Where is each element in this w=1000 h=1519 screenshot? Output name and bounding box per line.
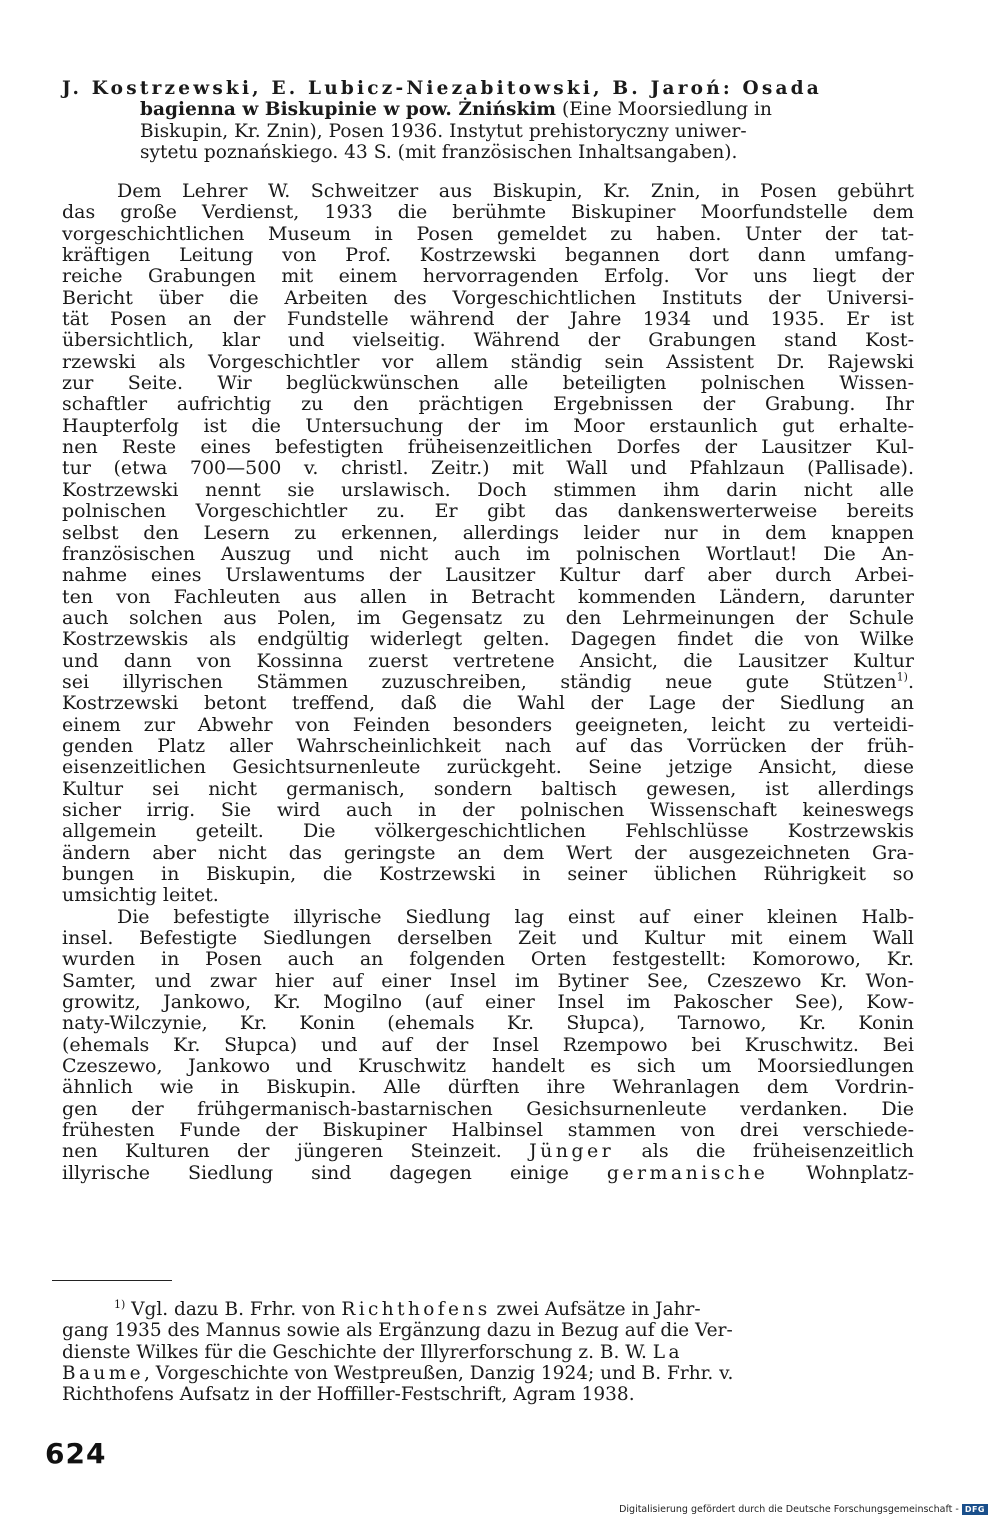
text-line: genden Platz aller Wahrscheinlichkeit nach auf das Vorrücken der früh- [62, 734, 914, 757]
review-header [62, 78, 920, 163]
footnote-reference: 1) [896, 670, 908, 684]
spaced-word: Jünger [529, 1140, 615, 1163]
text-line: nahme eines Urslawentums der Lausitzer Kultur darf aber durch Arbei- [62, 564, 914, 587]
text-line: Haupterfolg ist die Untersuchung der im Moor erstaunlich gut erhalte- [62, 414, 914, 437]
footnote-spaced-name: Baume [62, 1362, 145, 1384]
text-line: Kostrzewski nennt sie urslawisch. Doch stimmen ihm darin nicht alle [62, 478, 914, 501]
text-line: umsichtig leitet. [62, 884, 219, 907]
text-line: Kostrzewskis als endgültig widerlegt gelten. Dagegen findet die von Wilke [62, 628, 914, 651]
footnote-line-5: Richthofens Aufsatz in der Hoffiller-Festschrift, Agram 1938. [62, 1384, 635, 1406]
text-line: Kostrzewski betont treffend, daß die Wahl der Lage der Siedlung an [62, 692, 914, 715]
footnote-marker: 1) [114, 1297, 126, 1311]
text-line [62, 672, 914, 693]
text-line: vorgeschichtlichen Museum in Posen gemeldet zu haben. Unter der tat- [62, 222, 914, 245]
text-line: ändern aber nicht das geringste an dem Wert der ausgezeichneten Gra- [62, 841, 914, 864]
text-line: ten von Fachleuten aus allen in Betracht kommenden Ländern, darunter [62, 585, 914, 608]
text-line: das große Verdienst, 1933 die berühmte Biskupiner Moorfundstelle dem [62, 201, 914, 224]
text-line [62, 1163, 914, 1184]
text-line: sicher irrig. Sie wird auch in der polnischen Wissenschaft keineswegs [62, 798, 914, 821]
paragraph-1 [62, 181, 914, 907]
text-line: auch solchen aus Polen, im Gegensatz zu den Lehrmeinungen der Schule [62, 606, 914, 629]
text-line: wurden in Posen auch an folgenden Orten festgestellt: Komorowo, Kr. [62, 948, 914, 971]
text-line: gen der frühgermanisch-bastarnischen Gesichsurnenleute verdanken. Die [62, 1097, 914, 1120]
footnote-text: , Vorgeschichte von Westpreußen, Danzig 1924; und B. Frhr. v. [144, 1362, 734, 1384]
spaced-word: germanische [606, 1161, 769, 1184]
text-line: Samter, und zwar hier auf einer Insel im Bytiner See, Czeszewo Kr. Won- [62, 969, 914, 992]
header-author-1: J. Kostrzewski, [62, 78, 262, 99]
footnote-line-1 [62, 1299, 914, 1320]
text-line: rzewski als Vorgeschichtler vor allem ständig sein Assistent Dr. Rajewski [62, 350, 914, 373]
credit-text: Digitalisierung gefördert durch die Deutsche Forschungsgemeinschaft - [619, 1504, 959, 1515]
line-text: nen Kulturen der jüngeren Steinzeit. [62, 1140, 530, 1163]
text-line: Dem Lehrer W. Schweitzer aus Biskupin, Kr. Znin, in Posen gebührt [117, 180, 914, 202]
header-line-2 [62, 99, 920, 120]
text-line: Czeszewo, Jankowo und Kruschwitz handelt es sich um Moorsiedlungen [62, 1055, 914, 1078]
footnote [62, 1299, 914, 1405]
text-line: tur (etwa 700—500 v. christl. Zeitr.) mit Wall und Pfahlzaun (Pallisade). [62, 457, 914, 480]
footnote-spaced-name: Richthofens [341, 1299, 491, 1320]
footnote-line-2: gang 1935 des Mannus sowie als Ergänzung dazu in Bezug auf die Ver- [62, 1320, 733, 1342]
text-line [62, 1141, 914, 1162]
footnote-spaced-name: La [652, 1341, 683, 1363]
dfg-logo-icon: DFG [962, 1504, 988, 1515]
text-line: selbst den Lesern zu erkennen, allerdings leider nur in dem knappen [62, 521, 914, 544]
text-line: Die befestigte illyrische Siedlung lag einst auf einer kleinen Halb- [117, 905, 914, 928]
footnote-text: dienste Wilkes für die Geschichte der Illyrerforschung z. B. W. [62, 1341, 653, 1363]
footnote-text: Vgl. dazu B. Frhr. von [125, 1299, 342, 1320]
text-line: nen Reste eines befestigten früheisenzeitlichen Dorfes der Lausitzer Kul- [62, 436, 914, 459]
text-line: eisenzeitlichen Gesichtsurnenleute zurückgeht. Seine jetzige Ansicht, diese [62, 756, 914, 779]
header-author-2: E. Lubicz-Niezabitowski, [261, 78, 613, 99]
line-text: . [907, 670, 914, 693]
line-text: Wohnplatz- [768, 1161, 914, 1184]
line-text: sei illyrischen Stämmen zuzuschreiben, ständig neue gute Stützen [62, 670, 897, 693]
text-line: growitz, Jankowo, Kr. Mogilno (auf einer Insel im Pakoscher See), Kow- [62, 991, 914, 1014]
text-line: insel. Befestigte Siedlungen derselben Zeit und Kultur mit einem Wall [62, 927, 914, 950]
header-translation: (Eine Moorsiedlung in [556, 99, 772, 121]
header-book-title: bagienna w Biskupinie w pow. Żnińskim [140, 99, 557, 121]
line-text: illyrische Siedlung sind dagegen einige [62, 1161, 607, 1184]
header-author-3: B. Jaroń: Osada [612, 78, 822, 99]
page-number: 624 [45, 1437, 107, 1470]
text-line: polnischen Vorgeschichtler zu. Er gibt das dankenswerterweise bereits [62, 500, 914, 523]
text-line: (ehemals Kr. Słupca) und auf der Insel Rzempowo bei Kruschwitz. Bei [62, 1033, 914, 1056]
text-line: tät Posen an der Fundstelle während der Jahre 1934 und 1935. Er ist [62, 308, 914, 331]
text-line: naty-Wilczynie, Kr. Konin (ehemals Kr. Słupca), Tarnowo, Kr. Konin [62, 1012, 914, 1035]
text-line: ähnlich wie in Biskupin. Alle dürften ihre Wehranlagen dem Vordrin- [62, 1076, 914, 1099]
text-line: einem zur Abwehr von Feinden besonders geeigneten, leicht zu verteidi- [62, 713, 914, 736]
line-text: als die früheisenzeitlich [614, 1140, 914, 1163]
footnote-line-4 [62, 1363, 914, 1384]
text-line: kräftigen Leitung von Prof. Kostrzewski begannen dort dann umfang- [62, 244, 914, 267]
header-line-4: sytetu poznańskiego. 43 S. (mit französischen Inhaltsangaben). [140, 141, 738, 163]
text-line: zur Seite. Wir beglückwünschen alle beteiligten polnischen Wissen- [62, 372, 914, 395]
text-line: übersichtlich, klar und vielseitig. Während der Grabungen stand Kost- [62, 329, 914, 352]
text-line: und dann von Kossinna zuerst vertretene Ansicht, die Lausitzer Kultur [62, 649, 914, 672]
footnote-line-3 [62, 1342, 914, 1363]
header-line-3: Biskupin, Kr. Znin), Posen 1936. Instytut prehistoryczny uniwer- [140, 120, 747, 142]
text-line: Kultur sei nicht germanisch, sondern baltisch gewesen, ist allerdings [62, 777, 914, 800]
paragraph-2 [62, 907, 914, 1184]
digitization-credit [619, 1504, 988, 1515]
header-line-1 [62, 78, 920, 99]
text-line: allgemein geteilt. Die völkergeschichtlichen Fehlschlüsse Kostrzewskis [62, 820, 914, 843]
text-line: frühesten Funde der Biskupiner Halbinsel stammen von drei verschiede- [62, 1119, 914, 1142]
text-line: schaftler aufrichtig zu den prächtigen Ergebnissen der Grabung. Ihr [62, 393, 914, 416]
text-line: Bericht über die Arbeiten des Vorgeschichtlichen Instituts der Universi- [62, 286, 914, 309]
footnote-divider [52, 1280, 172, 1281]
review-body [62, 181, 914, 1184]
text-line: reiche Grabungen mit einem hervorragenden Erfolg. Vor uns liegt der [62, 265, 914, 288]
footnote-text: zwei Aufsätze in Jahr- [490, 1299, 701, 1320]
text-line: bungen in Biskupin, die Kostrzewski in seiner üblichen Rührigkeit so [62, 863, 914, 885]
text-line: französischen Auszug und nicht auch im polnischen Wortlaut! Die An- [62, 542, 914, 565]
